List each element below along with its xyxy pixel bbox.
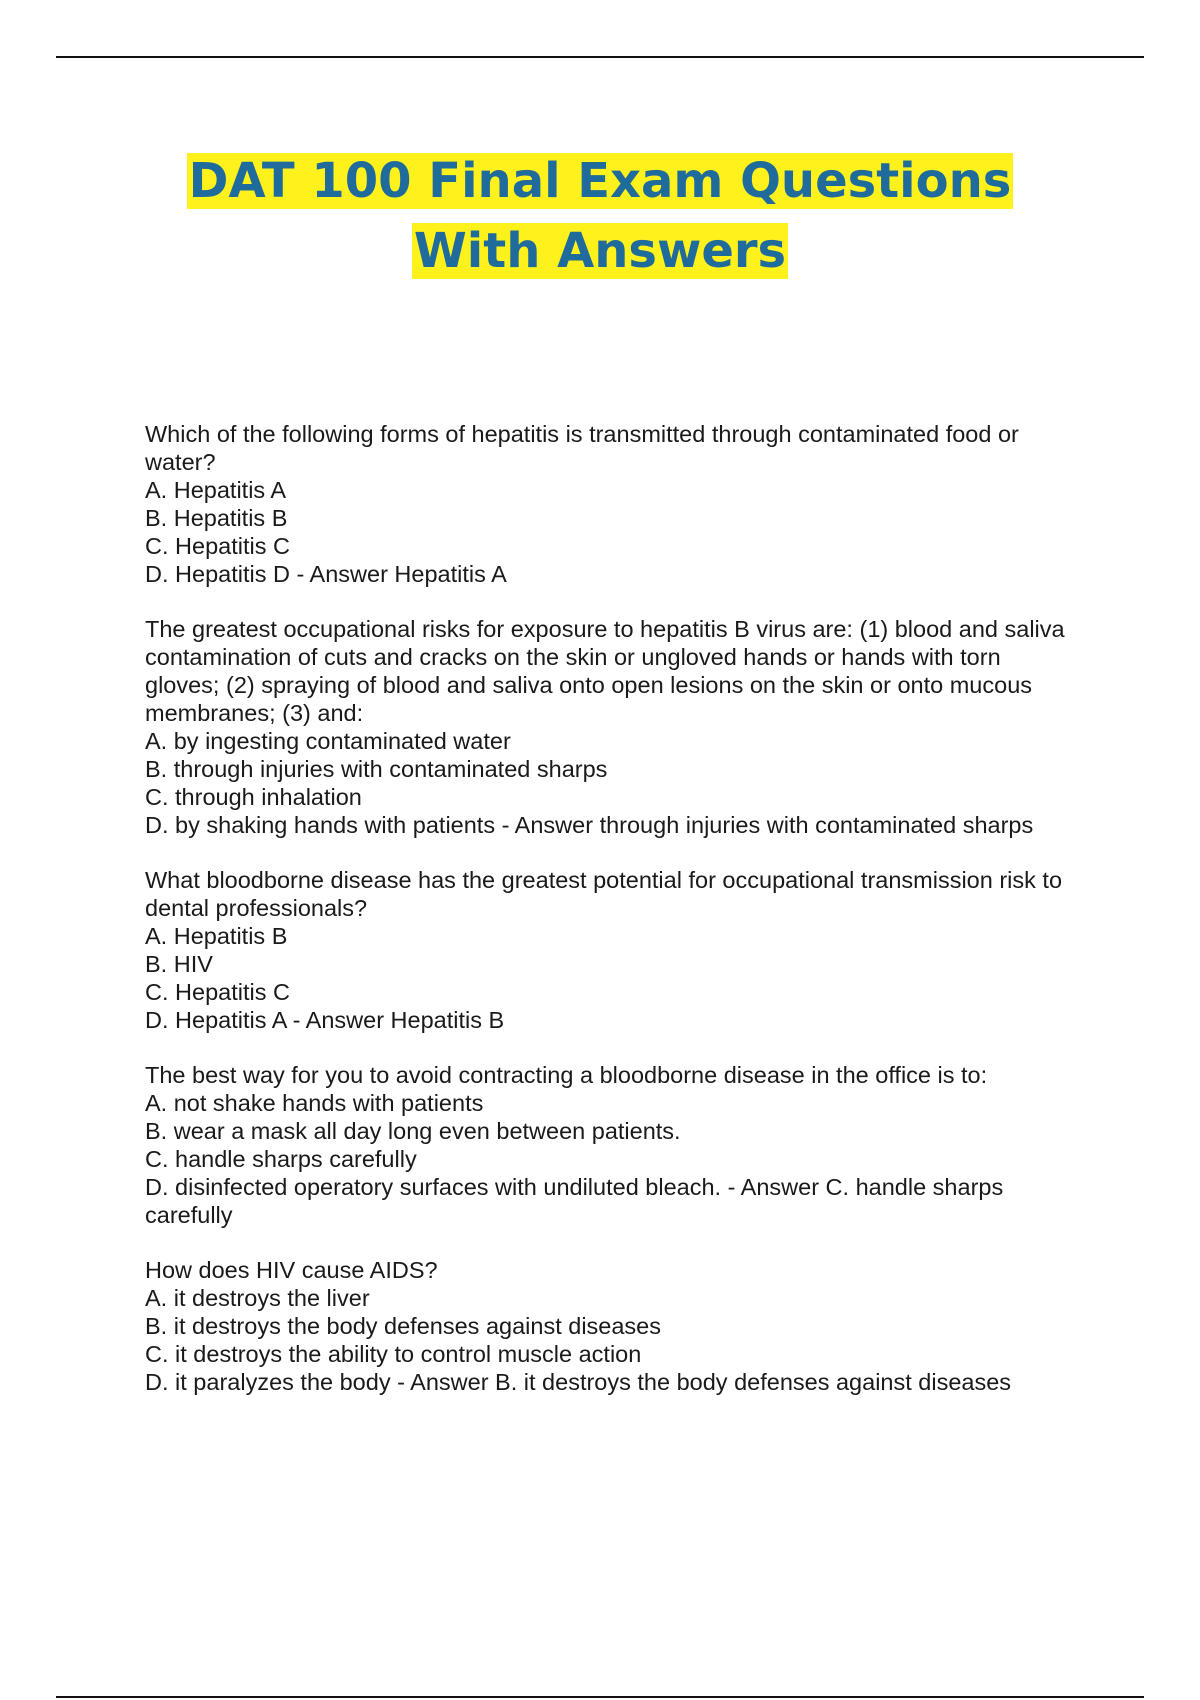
option-d-with-answer: D. Hepatitis A - Answer Hepatitis B — [145, 1007, 505, 1033]
option-b: B. through injuries with contaminated sharps — [145, 756, 608, 782]
question-block-3 — [145, 866, 1075, 1034]
option-a: A. not shake hands with patients — [145, 1090, 484, 1116]
question-block-2 — [145, 615, 1075, 839]
option-b: B. Hepatitis B — [145, 505, 288, 531]
question-text: The best way for you to avoid contracting a bloodborne disease in the office is to: — [145, 1062, 988, 1088]
question-block-4 — [145, 1061, 1075, 1229]
option-c: C. Hepatitis C — [145, 533, 290, 559]
bottom-rule — [56, 1696, 1144, 1698]
option-c: C. it destroys the ability to control muscle action — [145, 1341, 642, 1367]
title-line-2: With Answers — [413, 223, 787, 279]
option-c: C. handle sharps carefully — [145, 1146, 417, 1172]
option-b: B. it destroys the body defenses against diseases — [145, 1313, 662, 1339]
option-a: A. Hepatitis B — [145, 923, 288, 949]
question-text: Which of the following forms of hepatitis is transmitted through contaminated food or water? — [145, 421, 1019, 475]
option-a: A. Hepatitis A — [145, 477, 287, 503]
option-a: A. by ingesting contaminated water — [145, 728, 511, 754]
question-block-1 — [145, 420, 1075, 588]
question-text: How does HIV cause AIDS? — [145, 1257, 438, 1283]
question-text: What bloodborne disease has the greatest potential for occupational transmission risk to dental professionals? — [145, 867, 1063, 921]
option-d-with-answer: D. it paralyzes the body - Answer B. it destroys the body defenses against diseases — [145, 1369, 1012, 1395]
option-d-with-answer: D. Hepatitis D - Answer Hepatitis A — [145, 561, 507, 587]
option-c: C. through inhalation — [145, 784, 362, 810]
option-c: C. Hepatitis C — [145, 979, 290, 1005]
option-d-with-answer: D. by shaking hands with patients - Answer through injuries with contaminated sharps — [145, 812, 1034, 838]
question-text: The greatest occupational risks for exposure to hepatitis B virus are: (1) blood and saliva contamination of cuts and cracks on the skin or ungloved hands or hands with torn gloves; (2) spraying of blood and saliva onto open lesions on the skin or onto mucous membranes; (3) and: — [145, 616, 1065, 726]
top-rule — [56, 56, 1144, 58]
title-line-1: DAT 100 Final Exam Questions — [188, 153, 1012, 209]
question-list — [145, 420, 1075, 1423]
document-title — [0, 146, 1200, 286]
option-b: B. HIV — [145, 951, 213, 977]
question-block-5 — [145, 1256, 1075, 1396]
option-d-with-answer: D. disinfected operatory surfaces with undiluted bleach. - Answer C. handle sharps carefully — [145, 1174, 1004, 1228]
option-b: B. wear a mask all day long even between patients. — [145, 1118, 681, 1144]
option-a: A. it destroys the liver — [145, 1285, 370, 1311]
